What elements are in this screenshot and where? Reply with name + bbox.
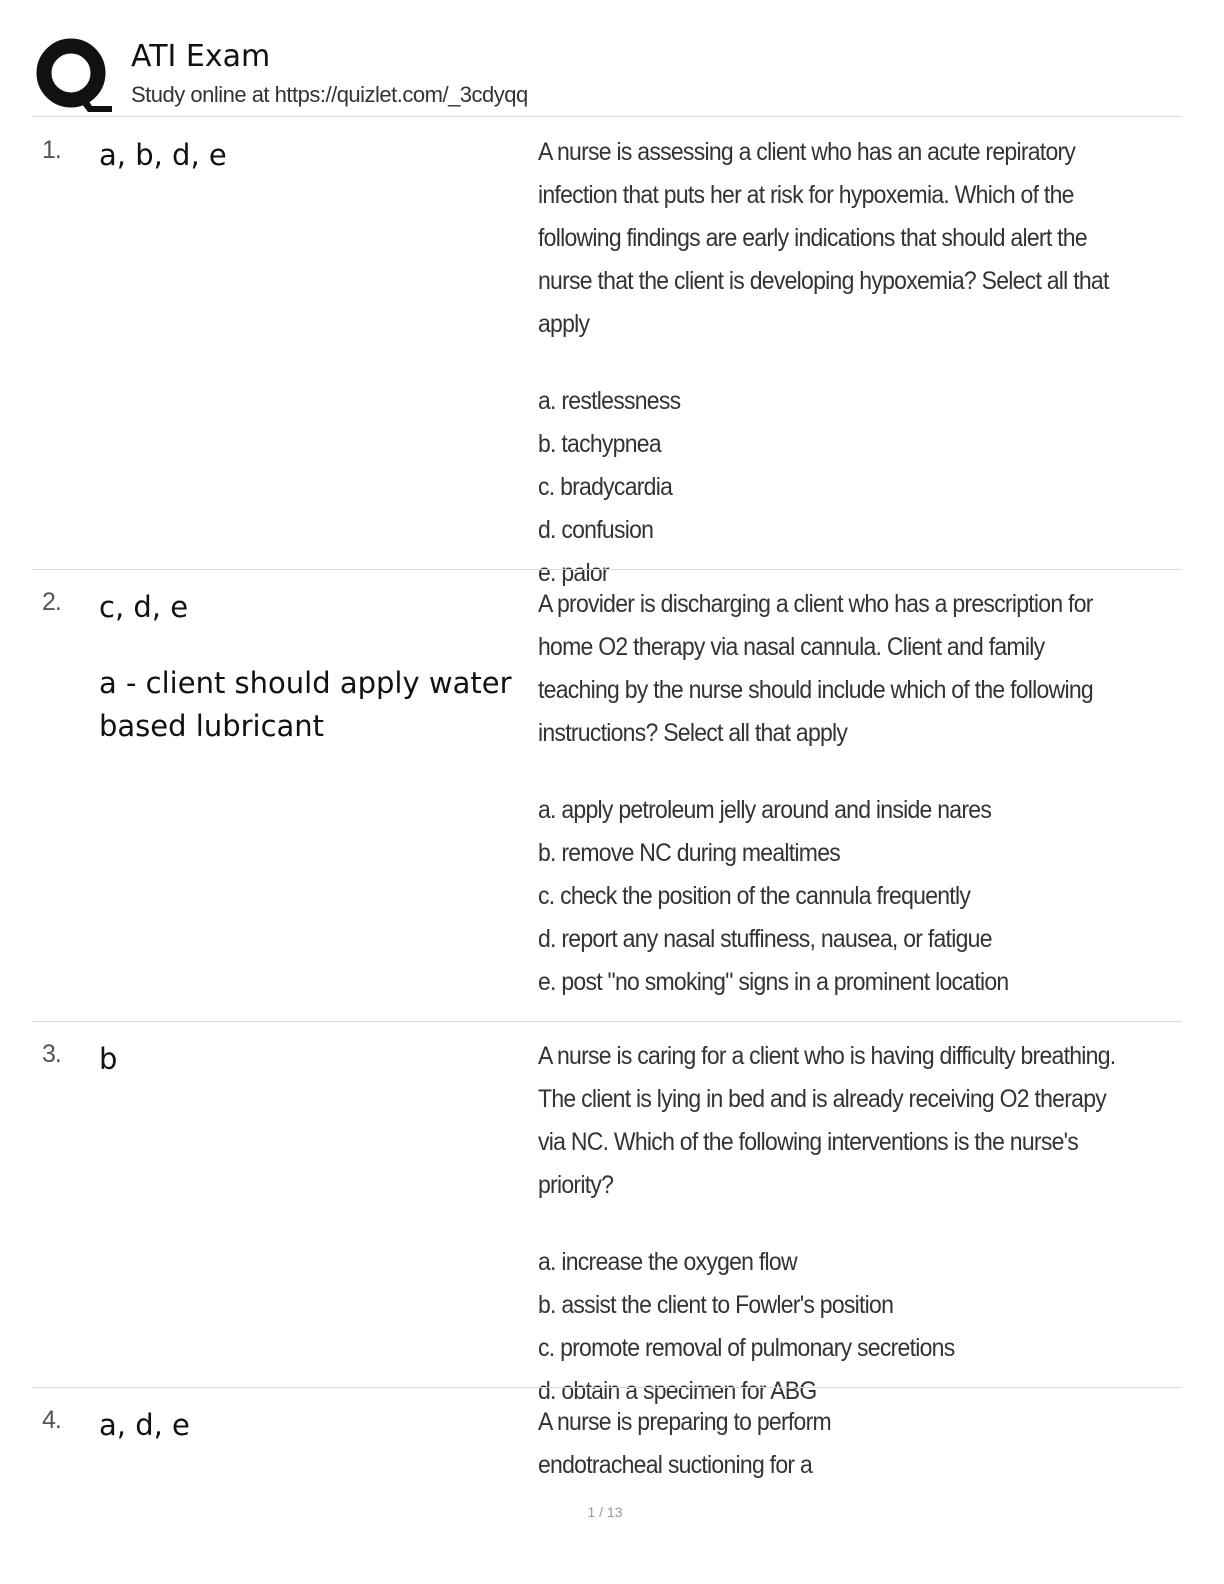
card-number: 3. xyxy=(42,1040,61,1068)
answer-text: a, b, d, e xyxy=(99,138,227,172)
question-text: A nurse is assessing a client who has an acute repiratory infection that puts her at risk for hypoxemia. Which of the following findings are early indications that should alert the nurse that the client is developing hypoxemia? Select all that apply xyxy=(538,138,1109,338)
study-online-link[interactable]: Study online at https://quizlet.com/_3cdyqq xyxy=(131,82,528,107)
question-text: A nurse is caring for a client who is having difficulty breathing. The client is lying in bed and is already receiving O2 therapy via NC. Which of the following interventions is the nurse's priority? xyxy=(538,1042,1116,1199)
option-item: e. palor xyxy=(538,559,609,587)
answer-options xyxy=(538,789,1127,1004)
card-question xyxy=(538,1401,851,1487)
header-divider xyxy=(32,116,1182,117)
quizlet-q-logo-icon xyxy=(34,36,112,114)
card-answer xyxy=(99,1404,519,1447)
answer-text: b xyxy=(99,1042,118,1076)
card-number: 4. xyxy=(42,1406,61,1434)
option-item: b. tachypnea xyxy=(538,430,661,458)
question-text: A provider is discharging a client who has a prescription for home O2 therapy via nasal cannula. Client and family teaching by the nurse should include which of the following instructions? Select all that apply xyxy=(538,590,1093,747)
option-item: b. assist the client to Fowler's position xyxy=(538,1291,894,1319)
option-item: c. bradycardia xyxy=(538,473,673,501)
card-question xyxy=(538,1035,1127,1413)
answer-explanation: a - client should apply water based lubricant xyxy=(99,666,512,743)
flashcard-row xyxy=(32,118,1182,587)
question-text: A nurse is preparing to perform endotracheal suctioning for a xyxy=(538,1408,831,1479)
option-item: a. apply petroleum jelly around and inside nares xyxy=(538,796,992,824)
flashcard-row xyxy=(32,1388,1182,1498)
option-item: d. obtain a specimen for ABG xyxy=(538,1377,817,1405)
option-item: b. remove NC during mealtimes xyxy=(538,839,841,867)
set-title: ATI Exam xyxy=(131,39,271,74)
option-item: a. increase the oxygen flow xyxy=(538,1248,797,1276)
flashcard-row xyxy=(32,1022,1182,1405)
answer-text: c, d, e xyxy=(99,590,189,624)
card-number: 2. xyxy=(42,588,61,616)
answer-options xyxy=(538,380,1127,595)
option-item: c. promote removal of pulmonary secretions xyxy=(538,1334,955,1362)
option-item: e. post "no smoking" signs in a prominent location xyxy=(538,968,1009,996)
card-question xyxy=(538,583,1127,1004)
flashcard-row xyxy=(32,570,1182,1022)
card-answer xyxy=(99,1038,519,1081)
option-item: c. check the position of the cannula frequently xyxy=(538,882,971,910)
card-answer xyxy=(99,134,519,177)
option-item: a. restlessness xyxy=(538,387,681,415)
option-item: d. report any nasal stuffiness, nausea, or fatigue xyxy=(538,925,992,953)
page-header xyxy=(32,30,1182,116)
card-question xyxy=(538,131,1127,595)
page-indicator: 1 / 13 xyxy=(587,1504,623,1520)
answer-text: a, d, e xyxy=(99,1408,190,1442)
card-answer xyxy=(99,586,519,748)
card-number: 1. xyxy=(42,136,61,164)
option-item: d. confusion xyxy=(538,516,654,544)
